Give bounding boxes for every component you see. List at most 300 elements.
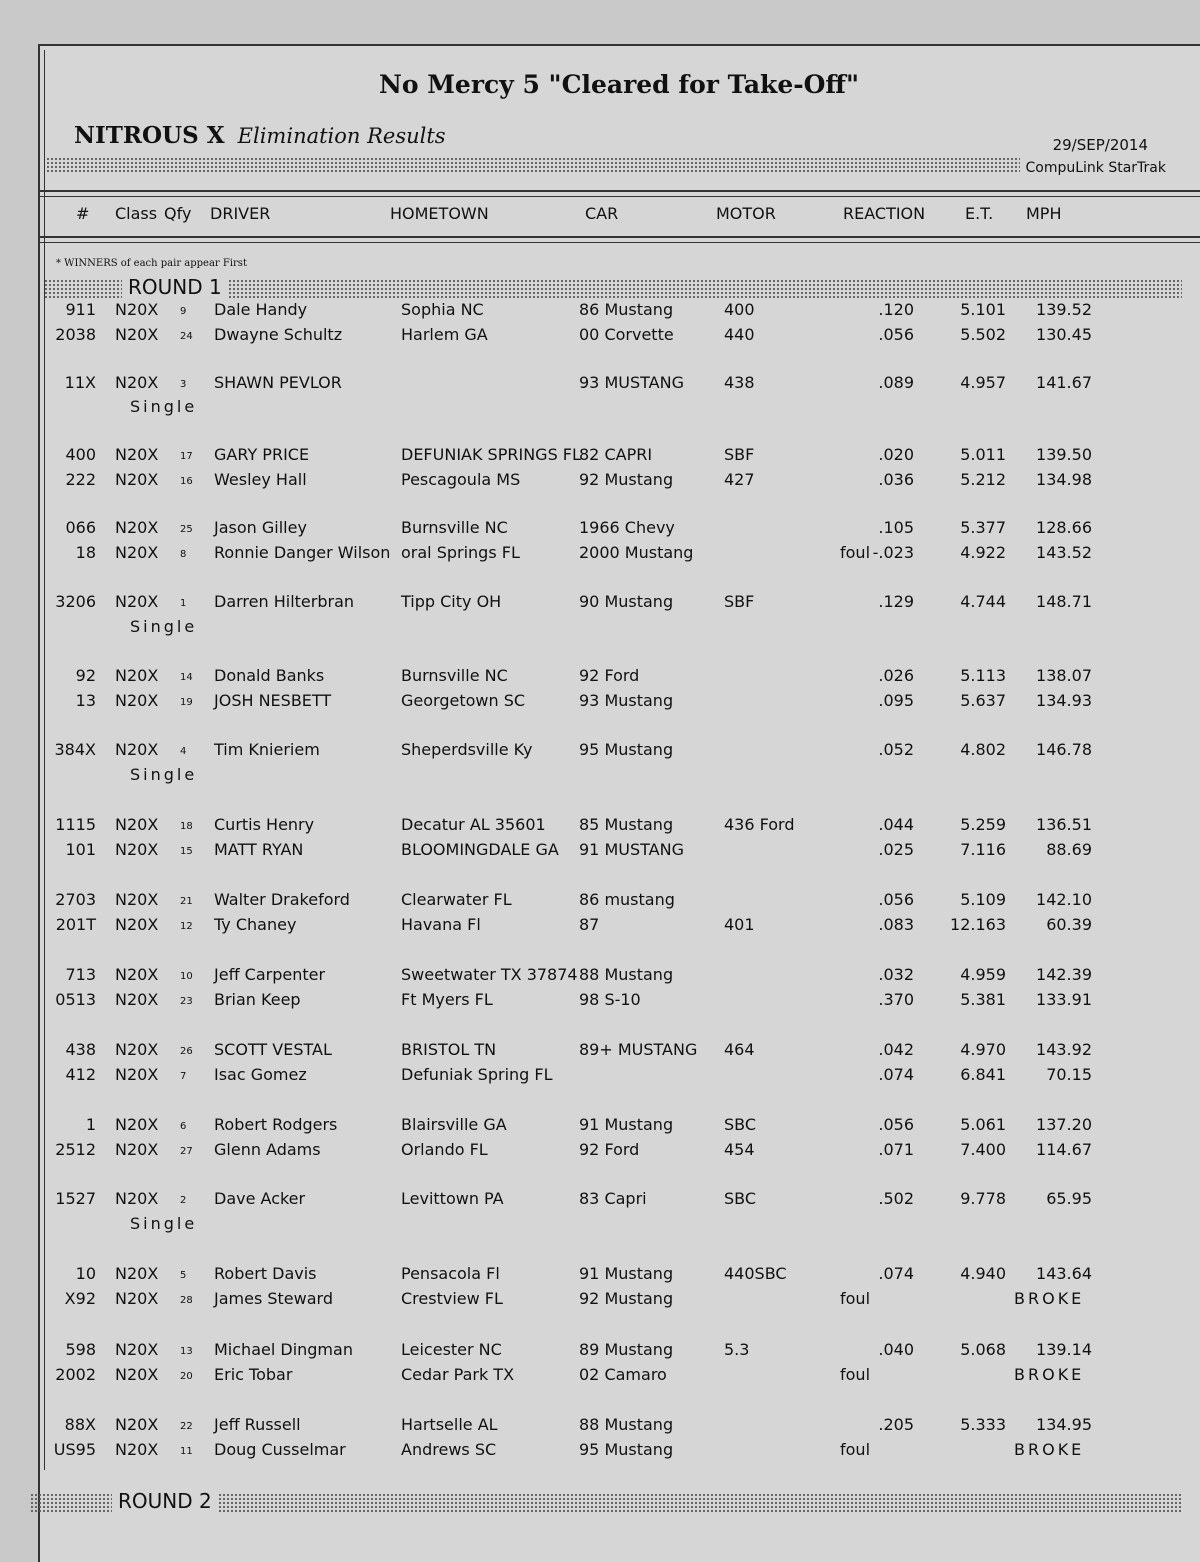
reaction-time: .036 <box>878 470 914 489</box>
motor-cell: 5.3 <box>724 1340 750 1359</box>
qualifying-position: 3 <box>180 379 187 390</box>
elapsed-time: 5.502 <box>960 325 1006 344</box>
motor-cell: SBF <box>724 592 755 611</box>
hometown-cell: BRISTOL TN <box>401 1040 497 1059</box>
car-cell: 2000 Mustang <box>579 543 694 562</box>
car-number: 222 <box>65 470 96 489</box>
single-run-label: Single <box>130 765 198 784</box>
class-cell: N20X <box>115 915 159 934</box>
car-cell: 92 Ford <box>579 1140 640 1159</box>
driver-name: MATT RYAN <box>214 840 304 859</box>
table-row <box>0 890 1200 914</box>
class-name: NITROUS X <box>74 122 225 149</box>
speed-mph: 143.92 <box>1036 1040 1092 1059</box>
qualifying-position: 24 <box>180 331 193 342</box>
motor-cell: SBF <box>724 445 755 464</box>
class-cell: N20X <box>115 1189 159 1208</box>
qualifying-position: 19 <box>180 697 193 708</box>
col-reaction: REACTION <box>843 204 926 223</box>
car-number: 2002 <box>55 1365 96 1384</box>
winners-note: * WINNERS of each pair appear First <box>56 258 247 269</box>
reaction-time: .052 <box>878 740 914 759</box>
table-row <box>0 1365 1200 1389</box>
motor-cell: 454 <box>724 1140 755 1159</box>
class-cell: N20X <box>115 990 159 1009</box>
qualifying-position: 14 <box>180 672 193 683</box>
hometown-cell: Sweetwater TX 37874 <box>401 965 578 984</box>
class-cell: N20X <box>115 470 159 489</box>
car-cell: 1966 Chevy <box>579 518 675 537</box>
speed-mph: 128.66 <box>1036 518 1092 537</box>
elapsed-time: 5.259 <box>960 815 1006 834</box>
driver-name: Brian Keep <box>214 990 301 1009</box>
class-cell: N20X <box>115 325 159 344</box>
class-cell: N20X <box>115 543 159 562</box>
car-number: 911 <box>65 300 96 319</box>
speed-mph: 137.20 <box>1036 1115 1092 1134</box>
driver-name: Doug Cusselmar <box>214 1440 346 1459</box>
driver-name: Walter Drakeford <box>214 890 350 909</box>
broke-flag: BROKE <box>1014 1365 1085 1384</box>
col-mph: MPH <box>1026 204 1062 223</box>
driver-name: Curtis Henry <box>214 815 315 834</box>
elapsed-time: 5.377 <box>960 518 1006 537</box>
class-cell: N20X <box>115 965 159 984</box>
qualifying-position: 15 <box>180 846 193 857</box>
elapsed-time: 4.802 <box>960 740 1006 759</box>
driver-name: GARY PRICE <box>214 445 310 464</box>
car-number: 2703 <box>55 890 96 909</box>
driver-name: Glenn Adams <box>214 1140 321 1159</box>
round-1-band <box>44 275 1182 299</box>
hometown-cell: Blairsville GA <box>401 1115 507 1134</box>
driver-name: Jeff Carpenter <box>214 965 326 984</box>
class-cell: N20X <box>115 890 159 909</box>
results-sheet <box>38 44 1200 1562</box>
reaction-time: .089 <box>878 373 914 392</box>
round-1-label: ROUND 1 <box>122 275 228 299</box>
car-cell: 91 Mustang <box>579 1115 674 1134</box>
car-cell: 91 MUSTANG <box>579 840 684 859</box>
table-row <box>0 1065 1200 1089</box>
speed-mph: 70.15 <box>1046 1065 1092 1084</box>
motor-cell: 438 <box>724 373 755 392</box>
reaction-time: .074 <box>878 1264 914 1283</box>
foul-flag: foul <box>840 543 871 562</box>
reaction-time: -.023 <box>872 543 914 562</box>
broke-flag: BROKE <box>1014 1289 1085 1308</box>
speed-mph: 143.52 <box>1036 543 1092 562</box>
qualifying-position: 23 <box>180 996 193 1007</box>
car-cell: 83 Capri <box>579 1189 647 1208</box>
car-cell: 87 <box>579 915 600 934</box>
table-row <box>0 915 1200 939</box>
table-row <box>0 840 1200 864</box>
driver-name: Isac Gomez <box>214 1065 307 1084</box>
car-number: 438 <box>65 1040 96 1059</box>
reaction-time: .129 <box>878 592 914 611</box>
table-row <box>0 1340 1200 1364</box>
car-number: 3206 <box>55 592 96 611</box>
car-number: US95 <box>53 1440 96 1459</box>
elapsed-time: 6.841 <box>960 1065 1006 1084</box>
speed-mph: 134.93 <box>1036 691 1092 710</box>
car-number: 066 <box>65 518 96 537</box>
car-number: 598 <box>65 1340 96 1359</box>
motor-cell: SBC <box>724 1189 757 1208</box>
car-number: 1 <box>85 1115 96 1134</box>
car-cell: 89 Mustang <box>579 1340 674 1359</box>
driver-name: Jeff Russell <box>214 1415 301 1434</box>
car-cell: 95 Mustang <box>579 1440 674 1459</box>
elapsed-time: 4.959 <box>960 965 1006 984</box>
header-rule-thin <box>40 196 1200 197</box>
speed-mph: 139.14 <box>1036 1340 1092 1359</box>
speed-mph: 134.98 <box>1036 470 1092 489</box>
driver-name: Dale Handy <box>214 300 308 319</box>
driver-name: Jason Gilley <box>214 518 307 537</box>
class-cell: N20X <box>115 666 159 685</box>
reaction-time: .025 <box>878 840 914 859</box>
speed-mph: 134.95 <box>1036 1415 1092 1434</box>
single-run-label: Single <box>130 1214 198 1233</box>
single-run-label: Single <box>130 397 198 416</box>
motor-cell: 427 <box>724 470 755 489</box>
hometown-cell: Georgetown SC <box>401 691 526 710</box>
table-row <box>0 592 1200 616</box>
reaction-time: .370 <box>878 990 914 1009</box>
hometown-cell: Clearwater FL <box>401 890 512 909</box>
class-cell: N20X <box>115 300 159 319</box>
speed-mph: 136.51 <box>1036 815 1092 834</box>
qualifying-position: 12 <box>180 921 193 932</box>
table-row <box>0 300 1200 324</box>
elapsed-time: 5.381 <box>960 990 1006 1009</box>
speed-mph: 60.39 <box>1046 915 1092 934</box>
elapsed-time: 5.061 <box>960 1115 1006 1134</box>
speed-mph: 139.50 <box>1036 445 1092 464</box>
speed-mph: 142.39 <box>1036 965 1092 984</box>
hometown-cell: oral Springs FL <box>401 543 520 562</box>
reaction-time: .056 <box>878 1115 914 1134</box>
hometown-cell: Harlem GA <box>401 325 488 344</box>
car-number: 13 <box>75 691 96 710</box>
hometown-cell: Hartselle AL <box>401 1415 498 1434</box>
single-run-label: Single <box>130 617 198 636</box>
speed-mph: 130.45 <box>1036 325 1092 344</box>
foul-flag: foul <box>840 1289 871 1308</box>
speed-mph: 139.52 <box>1036 300 1092 319</box>
qualifying-position: 26 <box>180 1046 193 1057</box>
elapsed-time: 4.957 <box>960 373 1006 392</box>
software-credit: CompuLink StarTrak <box>1021 160 1166 176</box>
car-number: 400 <box>65 445 96 464</box>
hometown-cell: Defuniak Spring FL <box>401 1065 553 1084</box>
table-row <box>0 1140 1200 1164</box>
car-number: 384X <box>54 740 96 759</box>
round-2-label: ROUND 2 <box>112 1489 218 1513</box>
motor-cell: 464 <box>724 1040 755 1059</box>
class-cell: N20X <box>115 740 159 759</box>
elapsed-time: 5.212 <box>960 470 1006 489</box>
class-cell: N20X <box>115 1140 159 1159</box>
driver-name: Eric Tobar <box>214 1365 293 1384</box>
driver-name: Tim Knieriem <box>214 740 320 759</box>
reaction-time: .205 <box>878 1415 914 1434</box>
elapsed-time: 5.333 <box>960 1415 1006 1434</box>
speed-mph: 138.07 <box>1036 666 1092 685</box>
car-number: 11X <box>64 373 96 392</box>
car-number: 18 <box>75 543 96 562</box>
column-rule <box>40 236 1200 238</box>
qualifying-position: 9 <box>180 306 187 317</box>
hometown-cell: Burnsville NC <box>401 518 508 537</box>
motor-cell: 440SBC <box>724 1264 787 1283</box>
driver-name: SCOTT VESTAL <box>214 1040 332 1059</box>
hometown-cell: Ft Myers FL <box>401 990 493 1009</box>
header-rule <box>40 190 1200 192</box>
reaction-time: .120 <box>878 300 914 319</box>
qualifying-position: 13 <box>180 1346 193 1357</box>
driver-name: Ty Chaney <box>214 915 297 934</box>
hometown-cell: Decatur AL 35601 <box>401 815 546 834</box>
qualifying-position: 1 <box>180 598 187 609</box>
hometown-cell: Levittown PA <box>401 1189 504 1208</box>
qualifying-position: 6 <box>180 1121 187 1132</box>
table-row <box>0 1040 1200 1064</box>
car-cell: 91 Mustang <box>579 1264 674 1283</box>
hometown-cell: Crestview FL <box>401 1289 503 1308</box>
col-number: # <box>76 204 90 223</box>
table-row <box>0 740 1200 764</box>
hometown-cell: Andrews SC <box>401 1440 497 1459</box>
reaction-time: .105 <box>878 518 914 537</box>
col-car: CAR <box>585 204 619 223</box>
elapsed-time: 5.113 <box>960 666 1006 685</box>
table-row <box>0 666 1200 690</box>
reaction-time: .071 <box>878 1140 914 1159</box>
elapsed-time: 4.940 <box>960 1264 1006 1283</box>
event-title: No Mercy 5 "Cleared for Take-Off" <box>379 70 859 99</box>
car-cell: 88 Mustang <box>579 1415 674 1434</box>
car-cell: 92 Mustang <box>579 1289 674 1308</box>
class-cell: N20X <box>115 592 159 611</box>
elapsed-time: 5.101 <box>960 300 1006 319</box>
car-cell: 95 Mustang <box>579 740 674 759</box>
elapsed-time: 7.116 <box>960 840 1006 859</box>
hometown-cell: Tipp City OH <box>401 592 502 611</box>
table-row <box>0 470 1200 494</box>
driver-name: Robert Davis <box>214 1264 317 1283</box>
col-hometown: HOMETOWN <box>390 204 489 223</box>
reaction-time: .032 <box>878 965 914 984</box>
class-cell: N20X <box>115 691 159 710</box>
reaction-time: .056 <box>878 325 914 344</box>
hometown-cell: BLOOMINGDALE GA <box>401 840 559 859</box>
speed-mph: 146.78 <box>1036 740 1092 759</box>
reaction-time: .083 <box>878 915 914 934</box>
qualifying-position: 10 <box>180 971 193 982</box>
reaction-time: .026 <box>878 666 914 685</box>
table-row <box>0 1189 1200 1213</box>
car-number: 201T <box>55 915 96 934</box>
speed-mph: 133.91 <box>1036 990 1092 1009</box>
qualifying-position: 4 <box>180 746 187 757</box>
col-et: E.T. <box>965 204 994 223</box>
car-number: 88X <box>64 1415 96 1434</box>
broke-flag: BROKE <box>1014 1440 1085 1459</box>
hometown-cell: Havana Fl <box>401 915 481 934</box>
foul-flag: foul <box>840 1365 871 1384</box>
speed-mph: 88.69 <box>1046 840 1092 859</box>
car-cell: 93 Mustang <box>579 691 674 710</box>
class-cell: N20X <box>115 518 159 537</box>
driver-name: JOSH NESBETT <box>214 691 332 710</box>
reaction-time: .056 <box>878 890 914 909</box>
col-driver: DRIVER <box>210 204 271 223</box>
qualifying-position: 2 <box>180 1195 187 1206</box>
driver-name: Donald Banks <box>214 666 325 685</box>
driver-name: Robert Rodgers <box>214 1115 338 1134</box>
table-row <box>0 543 1200 567</box>
table-row <box>0 373 1200 397</box>
elapsed-time: 12.163 <box>950 915 1006 934</box>
class-cell: N20X <box>115 373 159 392</box>
col-qfy: Qfy <box>164 204 192 223</box>
car-cell: 00 Corvette <box>579 325 674 344</box>
elapsed-time: 4.922 <box>960 543 1006 562</box>
column-rule-thin <box>40 242 1200 243</box>
driver-name: Michael Dingman <box>214 1340 353 1359</box>
motor-cell: 401 <box>724 915 755 934</box>
car-cell: 85 Mustang <box>579 815 674 834</box>
car-number: 713 <box>65 965 96 984</box>
qualifying-position: 22 <box>180 1421 193 1432</box>
class-cell: N20X <box>115 840 159 859</box>
table-row <box>0 1415 1200 1439</box>
qualifying-position: 17 <box>180 451 193 462</box>
qualifying-position: 5 <box>180 1270 187 1281</box>
car-cell: 82 CAPRI <box>579 445 653 464</box>
qualifying-position: 21 <box>180 896 193 907</box>
hometown-cell: Burnsville NC <box>401 666 508 685</box>
elapsed-time: 4.744 <box>960 592 1006 611</box>
qualifying-position: 8 <box>180 549 187 560</box>
col-motor: MOTOR <box>716 204 776 223</box>
elapsed-time: 7.400 <box>960 1140 1006 1159</box>
car-number: 10 <box>75 1264 96 1283</box>
qualifying-position: 28 <box>180 1295 193 1306</box>
driver-name: Dave Acker <box>214 1189 306 1208</box>
elapsed-time: 4.970 <box>960 1040 1006 1059</box>
hometown-cell: Pensacola Fl <box>401 1264 500 1283</box>
table-row <box>0 325 1200 349</box>
class-cell: N20X <box>115 1040 159 1059</box>
reaction-time: .074 <box>878 1065 914 1084</box>
class-cell: N20X <box>115 1415 159 1434</box>
car-cell: 02 Camaro <box>579 1365 667 1384</box>
event-date: 29/SEP/2014 <box>1052 136 1148 154</box>
qualifying-position: 25 <box>180 524 193 535</box>
car-number: 412 <box>65 1065 96 1084</box>
qualifying-position: 16 <box>180 476 193 487</box>
car-cell: 89+ MUSTANG <box>579 1040 698 1059</box>
driver-name: Ronnie Danger Wilson <box>214 543 391 562</box>
class-cell: N20X <box>115 1289 159 1308</box>
driver-name: Wesley Hall <box>214 470 307 489</box>
speed-mph: 148.71 <box>1036 592 1092 611</box>
motor-cell: SBC <box>724 1115 757 1134</box>
car-number: 1115 <box>55 815 96 834</box>
elapsed-time: 5.109 <box>960 890 1006 909</box>
class-cell: N20X <box>115 1264 159 1283</box>
class-cell: N20X <box>115 1365 159 1384</box>
speed-mph: 142.10 <box>1036 890 1092 909</box>
elapsed-time: 5.011 <box>960 445 1006 464</box>
reaction-time: .042 <box>878 1040 914 1059</box>
car-number: 0513 <box>55 990 96 1009</box>
motor-cell: 436 Ford <box>724 815 795 834</box>
qualifying-position: 27 <box>180 1146 193 1157</box>
class-cell: N20X <box>115 815 159 834</box>
table-row <box>0 965 1200 989</box>
driver-name: SHAWN PEVLOR <box>214 373 342 392</box>
car-cell: 88 Mustang <box>579 965 674 984</box>
car-cell: 98 S-10 <box>579 990 641 1009</box>
table-row <box>0 1115 1200 1139</box>
table-row <box>0 445 1200 469</box>
car-number: 1527 <box>55 1189 96 1208</box>
reaction-time: .020 <box>878 445 914 464</box>
hometown-cell: Sheperdsville Ky <box>401 740 533 759</box>
table-row <box>0 691 1200 715</box>
col-class: Class <box>115 204 158 223</box>
hometown-cell: Orlando FL <box>401 1140 488 1159</box>
car-cell: 86 Mustang <box>579 300 674 319</box>
elapsed-time: 9.778 <box>960 1189 1006 1208</box>
reaction-time: .040 <box>878 1340 914 1359</box>
driver-name: Dwayne Schultz <box>214 325 343 344</box>
foul-flag: foul <box>840 1440 871 1459</box>
car-number: X92 <box>64 1289 96 1308</box>
hometown-cell: Leicester NC <box>401 1340 502 1359</box>
qualifying-position: 20 <box>180 1371 193 1382</box>
car-cell: 92 Ford <box>579 666 640 685</box>
driver-name: Darren Hilterbran <box>214 592 355 611</box>
car-number: 92 <box>75 666 96 685</box>
round-2-band <box>30 1489 1182 1513</box>
car-number: 101 <box>65 840 96 859</box>
qualifying-position: 11 <box>180 1446 193 1457</box>
car-number: 2512 <box>55 1140 96 1159</box>
car-cell: 93 MUSTANG <box>579 373 684 392</box>
speed-mph: 65.95 <box>1046 1189 1092 1208</box>
table-row <box>0 1289 1200 1313</box>
hometown-cell: Pescagoula MS <box>401 470 521 489</box>
table-row <box>0 1264 1200 1288</box>
motor-cell: 400 <box>724 300 755 319</box>
car-cell: 92 Mustang <box>579 470 674 489</box>
car-number: 2038 <box>55 325 96 344</box>
motor-cell: 440 <box>724 325 755 344</box>
results-type: Elimination Results <box>237 124 446 148</box>
class-cell: N20X <box>115 1115 159 1134</box>
reaction-time: .095 <box>878 691 914 710</box>
reaction-time: .044 <box>878 815 914 834</box>
car-cell: 90 Mustang <box>579 592 674 611</box>
car-cell: 86 mustang <box>579 890 675 909</box>
speed-mph: 141.67 <box>1036 373 1092 392</box>
